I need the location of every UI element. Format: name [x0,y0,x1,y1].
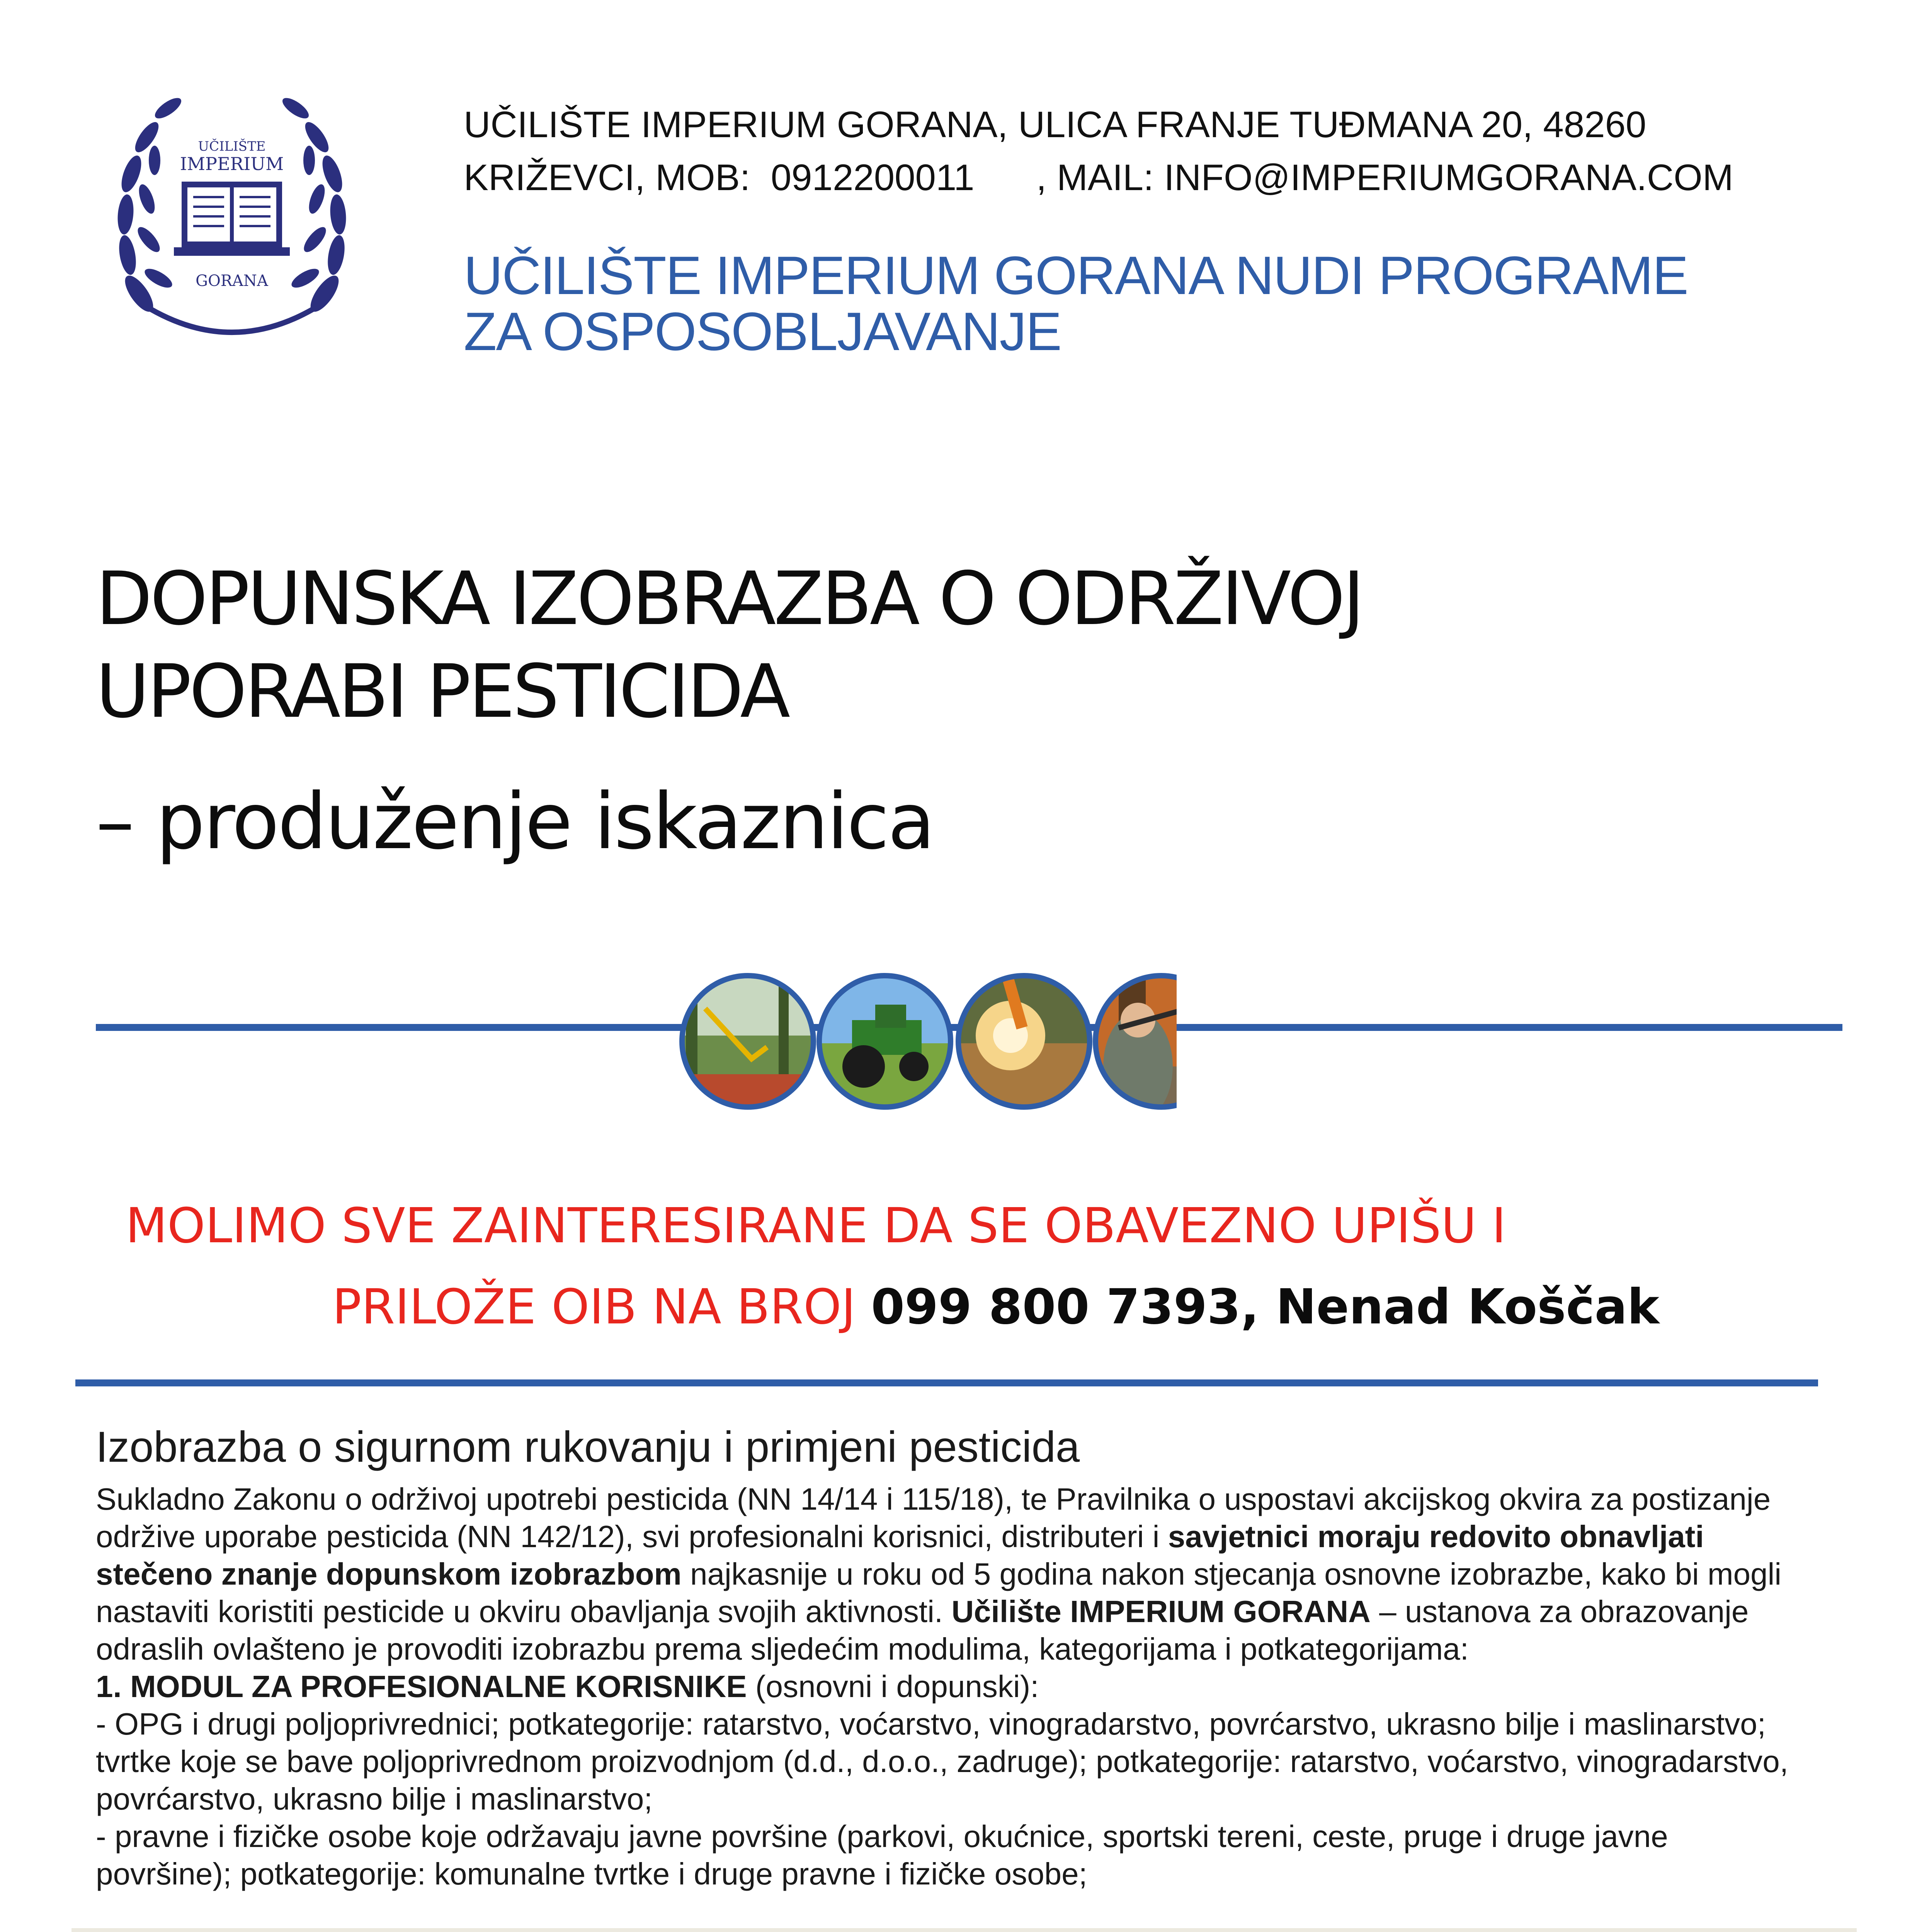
header-blue-title-2: ZA OSPOSOBLJAVANJE [464,301,1061,362]
page-title-line1: DOPUNSKA IZOBRAZBA O ODRŽIVOJ [96,556,1362,641]
svg-text:UČILIŠTE: UČILIŠTE [198,139,266,154]
hunter-rifle-photo [1092,966,1177,1121]
imperium-logo [104,77,359,355]
forestry-crane-photo [674,966,829,1121]
laurel-left-icon [116,94,184,316]
notice-line2 [332,1279,1659,1335]
page-subtitle: – produženje iskaznica [96,777,934,867]
chainsaw-sparks-photo [953,966,1099,1121]
divider-line-notice [75,1379,1818,1386]
header-blue-title-1: UČILIŠTE IMPERIUM GORANA NUDI PROGRAME [464,245,1688,306]
module-item: - pravne i fizičke osobe koje održavaju javne površine (parkovi, okućnice, sportski tereni, ceste, pruge i druge javne površine); potkategorije: komunalne tvrtke i druge pravne i fizičke osobe; [96,1819,1668,1891]
module-item: - OPG i drugi poljoprivrednici; potkategorije: ratarstvo, voćarstvo, vinogradarstvo, povrćarstvo, ukrasno bilje i maslinarstvo; tvrtke koje se bave poljoprivrednom proizvodnjom (d.d., d.o.o., zadruge); potkategorije: ratarstvo, voćarstvo, vinogradarstvo, povrćarstvo, ukrasno bilje i maslinarstvo; [96,1707,1788,1816]
info-paragraph: Sukladno Zakonu o održivoj upotrebi pesticida (NN 14/14 i 115/18), te Pravilnika o uspostavi akcijskog okvira za postizanje održive uporabe pesticida (NN 142/12), svi profesionalni korisnici, distributeri i savjetnici moraju redovito obnavljati stečeno znanje dopunskom izobrazbom najkasnije u roku od 5 godina nakon stjecanja osnovne izobrazbe, kako bi mogli nastaviti koristiti pesticide u okviru obavljanja svojih aktivnosti. Učilište IMPERIUM GORANA – ustanova za obrazovanje odraslih ovlašteno je provoditi izobrazbu prema sljedećim modulima, kategorijama i potkategorijama: [96,1482,1781,1666]
photo-circles [674,951,1177,1132]
notice-line1: MOLIMO SVE ZAINTERESIRANE DA SE OBAVEZNO UPIŠU I [126,1198,1506,1254]
info-section [96,1422,1796,1893]
notice-phone-contact[interactable]: 099 800 7393, Nenad Koščak [871,1279,1660,1335]
svg-text:IMPERIUM: IMPERIUM [180,153,284,174]
notice-line2-red: PRILOŽE OIB NA BROJ [332,1279,871,1335]
page-title [96,553,1362,738]
header-mobile[interactable]: KRIŽEVCI, MOB: 0912200011 [464,157,975,198]
book-icon [174,182,290,256]
header-email[interactable]: , MAIL: INFO@IMPERIUMGORANA.COM [1036,157,1733,198]
module-heading: 1. MODUL ZA PROFESIONALNE KORISNIKE (osnovni i dopunski): [96,1669,1039,1704]
laurel-right-icon [279,94,347,316]
header-address-line: UČILIŠTE IMPERIUM GORANA, ULICA FRANJE TUĐMANA 20, 48260 [464,104,1647,145]
blank-beige-panel [71,1928,1857,1932]
page-title-line2: UPORABI PESTICIDA [96,649,788,734]
header-contact-line [464,156,1733,199]
info-heading: Izobrazba o sigurnom rukovanju i primjeni pesticida [96,1423,1080,1471]
svg-text:GORANA: GORANA [196,272,268,290]
tractor-field-photo [813,966,960,1121]
